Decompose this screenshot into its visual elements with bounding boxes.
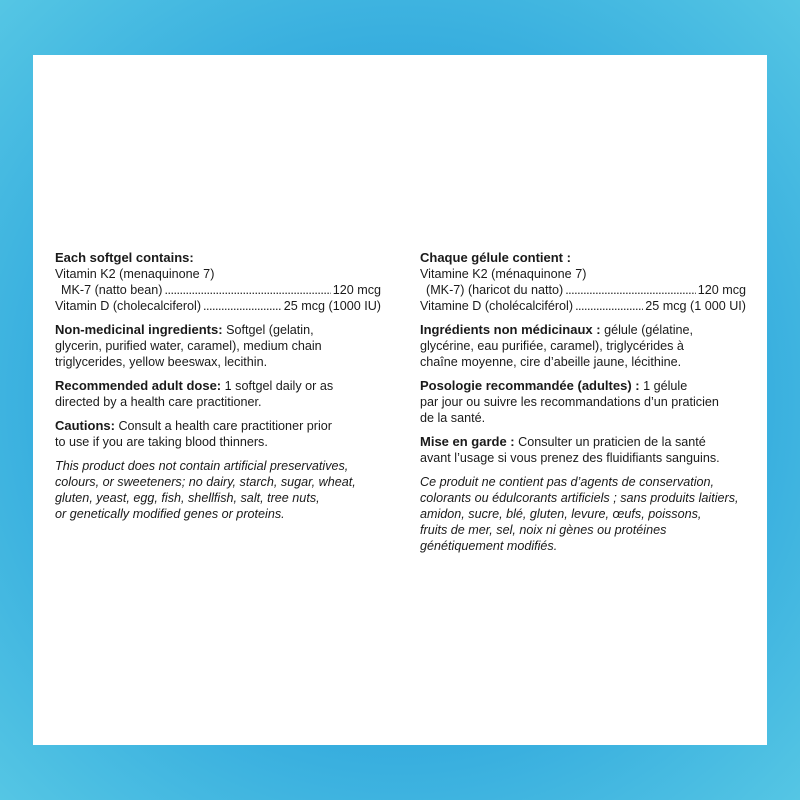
dot-leader bbox=[565, 282, 696, 298]
nmi-section bbox=[55, 322, 381, 370]
nmi-text: gélule (gélatine, bbox=[600, 323, 693, 337]
dot-leader bbox=[575, 298, 643, 314]
dose-label: Posologie recommandée (adultes) : bbox=[420, 378, 640, 393]
d-row bbox=[55, 298, 381, 314]
dose-text: de la santé. bbox=[420, 411, 486, 425]
d-label: Vitamine D (cholécalciférol) bbox=[420, 299, 574, 313]
free-text: génétiquement modifiés. bbox=[420, 539, 558, 553]
nmi-text: chaîne moyenne, cire d’abeille jaune, lécithine. bbox=[420, 355, 682, 369]
dot-leader bbox=[165, 282, 331, 298]
nmi-label: Ingrédients non médicinaux : bbox=[420, 322, 601, 337]
free-text: gluten, yeast, egg, fish, shellfish, salt, tree nuts, bbox=[55, 491, 320, 505]
d-amount: 25 mcg (1000 IU) bbox=[283, 299, 381, 313]
contents-heading: Each softgel contains: bbox=[55, 250, 194, 265]
nmi-text: glycerin, purified water, caramel), medium chain bbox=[55, 339, 322, 353]
k2-row bbox=[55, 282, 381, 298]
english-column bbox=[55, 250, 381, 530]
dose-text: directed by a health care practitioner. bbox=[55, 395, 262, 409]
dose-text: par jour ou suivre les recommandations d’un praticien bbox=[420, 395, 719, 409]
k2-amount: 120 mcg bbox=[332, 283, 381, 297]
free-text: fruits de mer, sel, noix ni gènes ou protéines bbox=[420, 523, 667, 537]
nmi-text: glycérine, eau purifiée, caramel), triglycérides à bbox=[420, 339, 684, 353]
free-from-section bbox=[55, 458, 381, 522]
cautions-section bbox=[420, 434, 746, 466]
cautions-label: Cautions: bbox=[55, 418, 115, 433]
dot-leader bbox=[203, 298, 282, 314]
d-amount: 25 mcg (1 000 UI) bbox=[645, 299, 746, 313]
dose-text: 1 softgel daily or as bbox=[221, 379, 334, 393]
free-text: amidon, sucre, blé, gluten, levure, œufs, poissons, bbox=[420, 507, 702, 521]
free-text: Ce produit ne contient pas d’agents de conservation, bbox=[420, 475, 715, 489]
k2-line: Vitamin K2 (menaquinone 7) bbox=[55, 267, 215, 281]
nmi-text: triglycerides, yellow beeswax, lecithin. bbox=[55, 355, 268, 369]
free-from-section bbox=[420, 474, 746, 554]
free-text: or genetically modified genes or proteins. bbox=[55, 507, 285, 521]
d-label: Vitamin D (cholecalciferol) bbox=[55, 299, 202, 313]
cautions-text: avant l’usage si vous prenez des fluidifiants sanguins. bbox=[420, 451, 720, 465]
dose-section bbox=[55, 378, 381, 410]
k2-amount: 120 mcg bbox=[697, 283, 746, 297]
dose-text: 1 gélule bbox=[639, 379, 688, 393]
free-text: colours, or sweeteners; no dairy, starch, sugar, wheat, bbox=[55, 475, 356, 489]
contents-heading: Chaque gélule contient : bbox=[420, 250, 571, 265]
cautions-section bbox=[55, 418, 381, 450]
dose-label: Recommended adult dose: bbox=[55, 378, 222, 393]
k2-line: Vitamine K2 (ménaquinone 7) bbox=[420, 267, 587, 281]
cautions-label: Mise en garde : bbox=[420, 434, 515, 449]
k2-sub: MK-7 (natto bean) bbox=[61, 283, 163, 297]
k2-sub: (MK-7) (haricot du natto) bbox=[426, 283, 564, 297]
cautions-text: Consulter un praticien de la santé bbox=[514, 435, 706, 449]
contents-section bbox=[420, 250, 746, 314]
nmi-label: Non-medicinal ingredients: bbox=[55, 322, 223, 337]
k2-row bbox=[420, 282, 746, 298]
nmi-section bbox=[420, 322, 746, 370]
free-text: colorants ou édulcorants artificiels ; sans produits laitiers, bbox=[420, 491, 739, 505]
cautions-text: Consult a health care practitioner prior bbox=[114, 419, 332, 433]
dose-section bbox=[420, 378, 746, 426]
free-text: This product does not contain artificial preservatives, bbox=[55, 459, 349, 473]
cautions-text: to use if you are taking blood thinners. bbox=[55, 435, 268, 449]
nmi-text: Softgel (gelatin, bbox=[222, 323, 314, 337]
contents-section bbox=[55, 250, 381, 314]
d-row bbox=[420, 298, 746, 314]
french-column bbox=[420, 250, 746, 562]
